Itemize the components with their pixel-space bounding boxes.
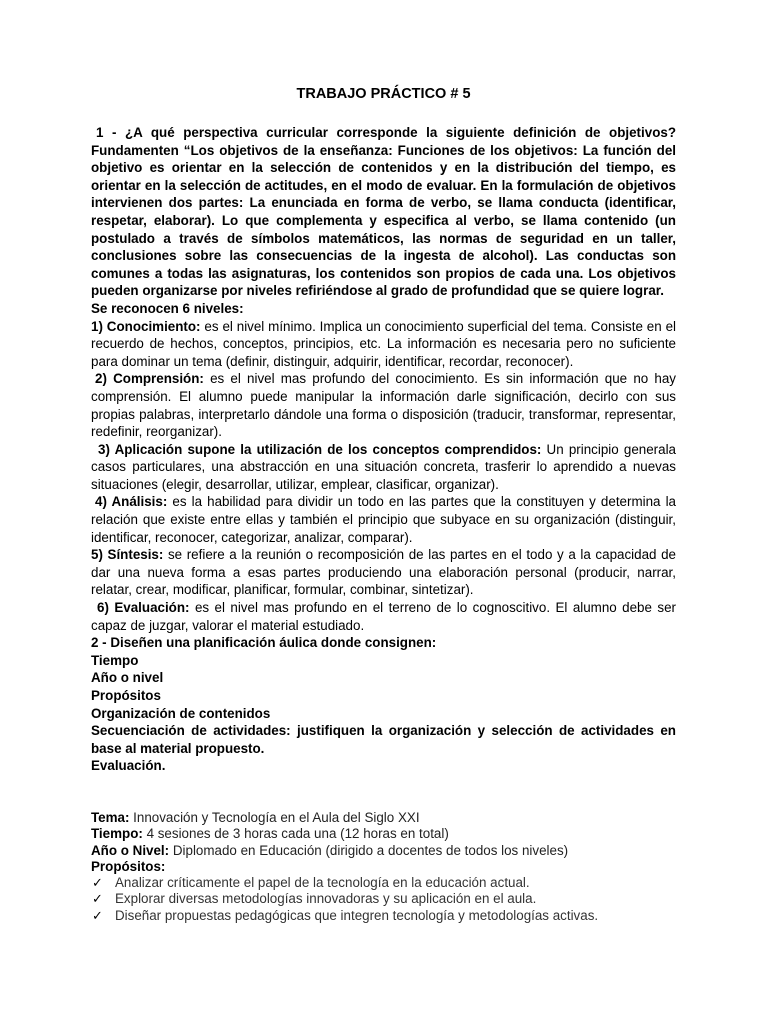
level-2-label: 2) Comprensión:: [95, 371, 204, 387]
level-6-label: 6) Evaluación:: [97, 600, 190, 616]
plan-tema-label: Tema:: [91, 810, 130, 825]
level-5-label: 5) Síntesis:: [91, 547, 164, 563]
checkmark-icon: ✓: [92, 875, 103, 891]
list-item: [91, 891, 676, 907]
checkmark-icon: ✓: [92, 907, 103, 923]
level-4: [91, 493, 676, 546]
level-3-text: Un principio generala casos particulares, una abstracción en una situación concreta, trasferir lo aprendido a nuevas situaciones (elegir, desarrollar, utilizar, emplear, clasificar, organizar).: [91, 441, 677, 492]
level-1-label: 1) Conocimiento:: [91, 318, 201, 334]
page-title: TRABAJO PRÁCTICO # 5: [296, 86, 471, 102]
level-3: [91, 441, 676, 494]
question-2-item: Tiempo: [91, 652, 139, 668]
level-4-text: es la habilidad para dividir un todo en las partes que la constituyen y determina la relación que existe entre ellas y también el principio que subyace en su organización (distinguir, identificar, reconocer, categorizar, analizar, comparar).: [91, 494, 676, 545]
question-2-heading: 2 - Diseñen una planificación áulica donde consignen:: [91, 635, 437, 651]
level-6: [91, 599, 676, 634]
checkmark-icon: ✓: [92, 891, 103, 907]
level-4-label: 4) Análisis:: [95, 494, 168, 510]
levels-intro: Se reconocen 6 niveles:: [91, 300, 244, 316]
level-1-text: es el nivel mínimo. Implica un conocimiento superficial del tema. Consiste en el recuerdo de hechos, conceptos, principios, etc. La información es necesaria pero no suficiente para dominar un tema (definir, distinguir, adquirir, identificar, recordar, reconocer).: [91, 318, 677, 369]
question-2-item: Secuenciación de actividades: justifiquen la organización y selección de actividades en base al material propuesto.: [91, 723, 676, 756]
plan-tiempo: [91, 826, 676, 842]
proposito-text: Analizar críticamente el papel de la tecnología en la educación actual.: [115, 875, 530, 891]
plan-tema-value: Innovación y Tecnología en el Aula del Siglo XXI: [129, 810, 420, 825]
propositos-list: [91, 875, 676, 924]
plan-tiempo-value: 4 sesiones de 3 horas cada una (12 horas en total): [142, 826, 449, 842]
level-2-text: es el nivel mas profundo del conocimiento. Es sin información que no hay comprensión. El alumno puede manipular la información darle significación, decirlo con sus propias palabras, interpretarlo dándole una forma o disposición (traducir, transformar, representar, redefinir, reorganizar).: [91, 371, 677, 440]
plan-nivel-value: Diplomado en Educación (dirigido a docentes de todos los niveles): [169, 842, 569, 858]
question-2-item: Evaluación.: [91, 758, 166, 774]
proposito-text: Explorar diversas metodologías innovadoras y su aplicación en el aula.: [115, 891, 537, 907]
planning-block: [91, 810, 676, 924]
question-1-block: [91, 124, 676, 775]
question-2-item: Año o nivel: [91, 670, 164, 686]
question-1-text: 1 - ¿A qué perspectiva curricular corresponde la siguiente definición de objetivos? Fundamenten “Los objetivos de la enseñanza: Funciones de los objetivos: La función del objetivo es orientar en la selección de contenidos y en la distribución del tiempo, es orientar en la selección de actitudes, en el modo de evaluar. En la formulación de objetivos intervienen dos partes: La enunciada en forma de verbo, se llama conducta (identificar, respetar, elaborar). Lo que complementa y especifica al verbo, se llama contenido (un postulado a través de símbolos matemáticos, las normas de seguridad en un taller, conclusiones sobre las consecuencias de la ingesta de alcohol). Las conductas son comunes a todas las asignaturas, los contenidos son propios de cada una. Los objetivos pueden organizarse por niveles refiriéndose al grado de profundidad que se quiere lograr.: [91, 125, 676, 299]
proposito-text: Diseñar propuestas pedagógicas que integren tecnología y metodologías activas.: [115, 907, 599, 923]
level-5: [91, 546, 676, 599]
question-2-item: Propósitos: [91, 688, 161, 703]
plan-tema: [91, 810, 676, 826]
plan-propositos-label: Propósitos:: [91, 858, 166, 874]
plan-tiempo-label: Tiempo:: [91, 826, 143, 842]
plan-nivel-label: Año o Nivel:: [91, 842, 170, 858]
question-2-item: Organización de contenidos: [91, 705, 271, 721]
level-3-label: 3) Aplicación supone la utilización de los conceptos comprendidos:: [98, 441, 542, 457]
level-6-text: es el nivel mas profundo en el terreno de lo cognoscitivo. El alumno debe ser capaz de juzgar, valorar el material estudiado.: [91, 600, 676, 633]
list-item: [91, 875, 676, 891]
level-1: [91, 318, 676, 371]
level-5-text: se refiere a la reunión o recomposición de las partes en el todo y a la capacidad de dar una nueva forma a esas partes produciendo una elaboración personal (producir, narrar, relatar, crear, modificar, planificar, formular, combinar, sintetizar).: [91, 547, 676, 598]
level-2: [91, 370, 676, 440]
plan-nivel: [91, 843, 676, 859]
list-item: [91, 908, 676, 924]
